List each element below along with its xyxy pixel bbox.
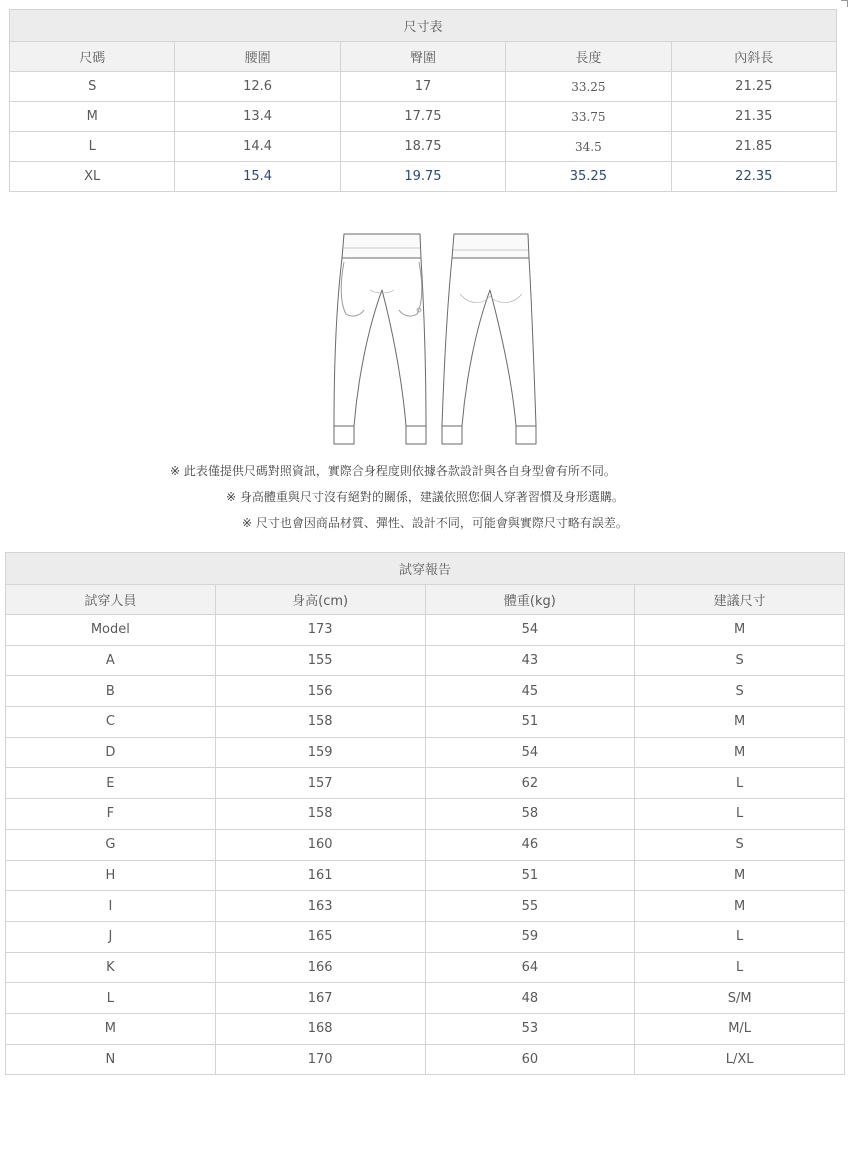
weight-cell: 58 xyxy=(425,799,635,830)
waist-cell: 13.4 xyxy=(175,102,340,132)
waist-cell: 12.6 xyxy=(175,72,340,102)
tester-cell: M xyxy=(6,1013,216,1044)
fit-report-row xyxy=(6,768,845,799)
recommended-size-cell: L xyxy=(635,952,845,983)
weight-cell: 54 xyxy=(425,737,635,768)
fit-report-row xyxy=(6,952,845,983)
weight-cell: 54 xyxy=(425,615,635,646)
recommended-size-cell: S xyxy=(635,645,845,676)
height-cell: 160 xyxy=(215,829,425,860)
fit-report-row xyxy=(6,737,845,768)
recommended-size-cell: M xyxy=(635,860,845,891)
recommended-size-cell: S xyxy=(635,676,845,707)
size-cell: M xyxy=(10,102,175,132)
recommended-size-cell: L/XL xyxy=(635,1044,845,1075)
size-chart-header: 臀圍 xyxy=(340,42,505,72)
tester-cell: N xyxy=(6,1044,216,1075)
fit-report-header: 身高(cm) xyxy=(215,585,425,615)
hip-cell: 19.75 xyxy=(340,162,505,192)
weight-cell: 55 xyxy=(425,891,635,922)
inseam-cell: 21.85 xyxy=(671,132,836,162)
height-cell: 161 xyxy=(215,860,425,891)
fit-report-header: 建議尺寸 xyxy=(635,585,845,615)
recommended-size-cell: L xyxy=(635,921,845,952)
height-cell: 168 xyxy=(215,1013,425,1044)
fit-report-row xyxy=(6,707,845,738)
size-chart-header: 內斜長 xyxy=(671,42,836,72)
weight-cell: 59 xyxy=(425,921,635,952)
inseam-cell: 21.35 xyxy=(671,102,836,132)
size-chart-row xyxy=(10,132,837,162)
tester-cell: J xyxy=(6,921,216,952)
recommended-size-cell: L xyxy=(635,768,845,799)
length-cell: 35.25 xyxy=(506,162,671,192)
waist-cell: 15.4 xyxy=(175,162,340,192)
height-cell: 170 xyxy=(215,1044,425,1075)
weight-cell: 62 xyxy=(425,768,635,799)
height-cell: 163 xyxy=(215,891,425,922)
length-cell: 33.75 xyxy=(506,102,671,132)
recommended-size-cell: M xyxy=(635,891,845,922)
fit-report-table xyxy=(5,552,845,1075)
fit-report-row xyxy=(6,921,845,952)
size-chart-header: 腰圍 xyxy=(175,42,340,72)
length-cell: 33.25 xyxy=(506,72,671,102)
weight-cell: 48 xyxy=(425,983,635,1014)
weight-cell: 43 xyxy=(425,645,635,676)
recommended-size-cell: S/M xyxy=(635,983,845,1014)
weight-cell: 51 xyxy=(425,707,635,738)
length-cell: 34.5 xyxy=(506,132,671,162)
fit-report-header-row xyxy=(6,585,845,615)
size-cell: L xyxy=(10,132,175,162)
weight-cell: 64 xyxy=(425,952,635,983)
back-view xyxy=(442,234,536,444)
size-chart-header: 尺碼 xyxy=(10,42,175,72)
fit-report-title: 試穿報告 xyxy=(6,553,845,585)
fit-report-row xyxy=(6,891,845,922)
tester-cell: G xyxy=(6,829,216,860)
size-chart-row xyxy=(10,162,837,192)
height-cell: 166 xyxy=(215,952,425,983)
size-cell: S xyxy=(10,72,175,102)
hip-cell: 17 xyxy=(340,72,505,102)
fit-report-row xyxy=(6,1013,845,1044)
hip-cell: 18.75 xyxy=(340,132,505,162)
waist-cell: 14.4 xyxy=(175,132,340,162)
tester-cell: C xyxy=(6,707,216,738)
fit-report-row xyxy=(6,645,845,676)
size-chart-header-row xyxy=(10,42,837,72)
weight-cell: 51 xyxy=(425,860,635,891)
recommended-size-cell: M/L xyxy=(635,1013,845,1044)
tester-cell: H xyxy=(6,860,216,891)
height-cell: 155 xyxy=(215,645,425,676)
hip-cell: 17.75 xyxy=(340,102,505,132)
size-chart-table xyxy=(9,9,837,192)
recommended-size-cell: M xyxy=(635,737,845,768)
recommended-size-cell: S xyxy=(635,829,845,860)
height-cell: 165 xyxy=(215,921,425,952)
weight-cell: 46 xyxy=(425,829,635,860)
height-cell: 156 xyxy=(215,676,425,707)
recommended-size-cell: M xyxy=(635,615,845,646)
height-cell: 157 xyxy=(215,768,425,799)
recommended-size-cell: L xyxy=(635,799,845,830)
tester-cell: L xyxy=(6,983,216,1014)
note-line: ※ 身高體重與尺寸沒有絕對的關係，建議依照您個人穿著習慣及身形選購。 xyxy=(226,490,624,504)
size-chart-row xyxy=(10,72,837,102)
height-cell: 158 xyxy=(215,799,425,830)
front-view xyxy=(334,234,426,444)
inseam-cell: 22.35 xyxy=(671,162,836,192)
size-chart-header: 長度 xyxy=(506,42,671,72)
tester-cell: F xyxy=(6,799,216,830)
height-cell: 159 xyxy=(215,737,425,768)
inseam-cell: 21.25 xyxy=(671,72,836,102)
size-chart-row xyxy=(10,102,837,132)
fit-report-row xyxy=(6,860,845,891)
corner-mark xyxy=(841,0,848,7)
tester-cell: K xyxy=(6,952,216,983)
fit-report-row xyxy=(6,983,845,1014)
tester-cell: E xyxy=(6,768,216,799)
fit-report-header: 試穿人員 xyxy=(6,585,216,615)
fit-report-row xyxy=(6,829,845,860)
weight-cell: 53 xyxy=(425,1013,635,1044)
fit-report-row xyxy=(6,799,845,830)
fit-report-row xyxy=(6,1044,845,1075)
pants-illustration xyxy=(330,228,542,450)
tester-cell: D xyxy=(6,737,216,768)
size-chart-title: 尺寸表 xyxy=(10,10,837,42)
tester-cell: Model xyxy=(6,615,216,646)
weight-cell: 60 xyxy=(425,1044,635,1075)
note-line: ※ 此表僅提供尺碼對照資訊，實際合身程度則依據各款設計與各自身型會有所不同。 xyxy=(170,464,616,478)
tester-cell: B xyxy=(6,676,216,707)
fit-report-row xyxy=(6,676,845,707)
fit-report-row xyxy=(6,615,845,646)
size-cell: XL xyxy=(10,162,175,192)
recommended-size-cell: M xyxy=(635,707,845,738)
tester-cell: A xyxy=(6,645,216,676)
tester-cell: I xyxy=(6,891,216,922)
height-cell: 173 xyxy=(215,615,425,646)
fit-report-header: 體重(kg) xyxy=(425,585,635,615)
note-line: ※ 尺寸也會因商品材質、彈性、設計不同，可能會與實際尺寸略有誤差。 xyxy=(242,516,628,530)
height-cell: 158 xyxy=(215,707,425,738)
weight-cell: 45 xyxy=(425,676,635,707)
height-cell: 167 xyxy=(215,983,425,1014)
